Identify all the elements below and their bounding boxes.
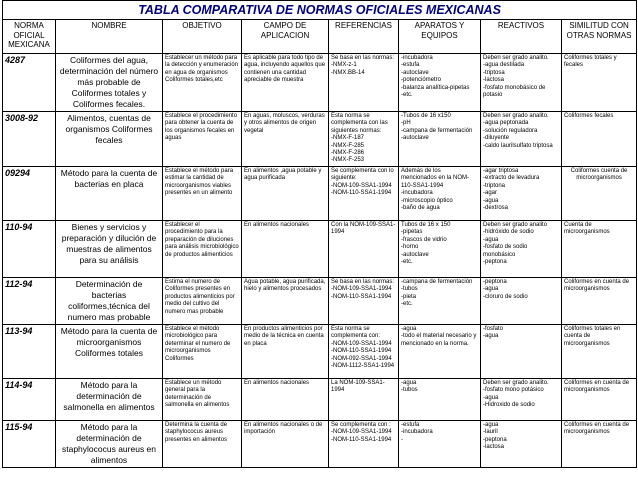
header-similitud: SIMILITUD CON OTRAS NORMAS xyxy=(562,20,637,54)
cell-campo: En productos alimenticios por medio de la técnica en cuenta en placa xyxy=(242,325,329,379)
cell-referencias: Se complementa con : -NOM-109-SSA1-1994 -NOM-110-SSA1-1994 xyxy=(329,421,399,468)
cell-objetivo: Establecer el procedimiento para la preparación de diluciones para análisis microbiológico de productos alimenticios xyxy=(163,221,242,278)
cell-similitud: Coliformes en cuenta de microorganismos xyxy=(562,379,637,421)
cell-campo: Es aplicable para todo tipo de agua, incluyendo aquellos que contienen una cantidad apreciable de muestra xyxy=(242,54,329,112)
table-row xyxy=(3,278,637,325)
cell-norma: 110-94 xyxy=(3,221,56,278)
cell-objetivo: Estima el numero de Coliformes presentes en productos alimenticios por medio del cultivo del numero mas probable xyxy=(163,278,242,325)
cell-objetivo: Establece un método general para la determinación de salmonella en alimentos xyxy=(163,379,242,421)
cell-objetivo: Establece el método para estimar la cantidad de microorganismos viables presentes en un alimento xyxy=(163,167,242,221)
cell-objetivo: Establece el procedimiento para obtener la cuenta de los organismos fecales en aguas xyxy=(163,112,242,167)
cell-aparatos: -agua -tubos xyxy=(399,379,481,421)
header-norma: NORMA OFICIAL MEXICANA xyxy=(3,20,56,54)
cell-aparatos: Tubos de 16 x 150 -pipetas -frascos de vidrio -horno -autoclave -etc. xyxy=(399,221,481,278)
cell-campo: En alimentos nacionales xyxy=(242,221,329,278)
cell-referencias: La NOM-109-SSA1-1994 xyxy=(329,379,399,421)
cell-norma: 4287 xyxy=(3,54,56,112)
cell-objetivo: Establece el método microbiológico para determinar el numero de microorganismos Coliformes xyxy=(163,325,242,379)
cell-nombre: Bienes y servicios y preparación y dilución de muestras de alimentos para su análisis xyxy=(56,221,163,278)
cell-similitud: Cuenta de microorganismos xyxy=(562,221,637,278)
cell-similitud: Coliformes en cuenta de microorganismos xyxy=(562,421,637,468)
cell-nombre: Alimentos, cuentas de organismos Coliformes fecales xyxy=(56,112,163,167)
cell-norma: 112-94 xyxy=(3,278,56,325)
cell-reactivos: Deben ser grado analito. -fosfato mono potásico -agua -Hidroxido de sodio xyxy=(481,379,562,421)
cell-reactivos: -peptona -agua -cloruro de sodio xyxy=(481,278,562,325)
cell-referencias: Se complementa con lo siguiente: -NOM-109-SSA1-1994 -NOM-110-SSA1-1994 xyxy=(329,167,399,221)
header-campo: CAMPO DE APLICACION xyxy=(242,20,329,54)
cell-reactivos: -agua -lauril -peptona -lactosa xyxy=(481,421,562,468)
header-reactivos: REACTIVOS xyxy=(481,20,562,54)
cell-objetivo: Establecer un método para la detección y enumeración en agua de organismos Coliformes totales,etc xyxy=(163,54,242,112)
table-row xyxy=(3,167,637,221)
cell-nombre: Método para la cuenta de microorganismos Coliformes totales xyxy=(56,325,163,379)
cell-reactivos: Deben ser grado analito. -agua destilada -triptosa -lactosa -fosfato monobásico de potasio xyxy=(481,54,562,112)
cell-nombre: Método para la cuenta de bacterias en placa xyxy=(56,167,163,221)
cell-aparatos: -Tubos de 16 x150 -pH -campana de fermentación -autoclave xyxy=(399,112,481,167)
cell-aparatos: -campana de fermentación -tubos -pieta -etc. xyxy=(399,278,481,325)
cell-campo: En alimentos ,agua potable y agua purificada xyxy=(242,167,329,221)
table-row xyxy=(3,112,637,167)
cell-similitud: Coliformes totales y fecales xyxy=(562,54,637,112)
header-objetivo: OBJETIVO xyxy=(163,20,242,54)
cell-similitud: Coliformes fecales xyxy=(562,112,637,167)
table-row xyxy=(3,421,637,468)
cell-similitud: Coliformes en cuenta de microorganismos xyxy=(562,278,637,325)
cell-reactivos: -agar triptosa -extracto de levadura -triptona -agar -agua -dextrosa xyxy=(481,167,562,221)
table-row xyxy=(3,379,637,421)
cell-referencias: Se basa en las normas: -NMX-z-1 -NMX.BB-14 xyxy=(329,54,399,112)
cell-norma: 3008-92 xyxy=(3,112,56,167)
comparison-table xyxy=(2,0,637,468)
header-aparatos: APARATOS Y EQUIPOS xyxy=(399,20,481,54)
header-nombre: NOMBRE xyxy=(56,20,163,54)
cell-referencias: Con la NOM-109-SSA1-1994 xyxy=(329,221,399,278)
cell-aparatos: -agua -todo el material necesario y mencionado en la norma. xyxy=(399,325,481,379)
cell-referencias: Se basa en las normas: -NOM-109-SSA1-1994 -NOM-110-SSA1-1994 xyxy=(329,278,399,325)
cell-reactivos: Deben ser grado analito. -agua peptonada -solución reguladora -diluyente -caldo laurilsulfato triptosa xyxy=(481,112,562,167)
cell-campo: En alimentos nacionales xyxy=(242,379,329,421)
cell-reactivos: Deben ser grado analito -hidróxido de sodio -agua -fosfato de sodio monobásico -peptona xyxy=(481,221,562,278)
cell-aparatos: -estufa -incubadora - xyxy=(399,421,481,468)
cell-nombre: Método para la determinación de staphylococus aureus en alimentos xyxy=(56,421,163,468)
header-referencias: REFERENCIAS xyxy=(329,20,399,54)
cell-referencias: Esta norma se complementa con: -NOM-109-SSA1-1994 -NOM-110-SSA1-1994 -NOM-092-SSA1-1994 -NOM-1112-SSA1-1994 xyxy=(329,325,399,379)
cell-campo: En aguas, moluscos, verduras y otros alimentos de origen vegetal xyxy=(242,112,329,167)
table-title-cell xyxy=(3,1,637,20)
table-row xyxy=(3,325,637,379)
cell-objetivo: Determina la cuenta de staphylococus aureus presentes en alimentos xyxy=(163,421,242,468)
table-row xyxy=(3,221,637,278)
cell-similitud: Coliformes cuenta de microorganismos xyxy=(562,167,637,221)
cell-referencias: Esta norma se complementa con las siguientes normas: -NMX-F-187 -NMX-F-285 -NMX-F-286 -NMX-F-253 xyxy=(329,112,399,167)
cell-campo: Agua potable, agua purificada, hielo y alimentos procesados xyxy=(242,278,329,325)
cell-aparatos: -incubadora -estufa -autoclave -potenciómetro -balanza analítica-pipetas -etc. xyxy=(399,54,481,112)
cell-norma: 09294 xyxy=(3,167,56,221)
cell-nombre: Coliformes del agua, determinación del número más probable de Coliformes totales y Coliformes fecales. xyxy=(56,54,163,112)
table-title: TABLA COMPARATIVA DE NORMAS OFICIALES MEXICANAS xyxy=(138,3,501,17)
comparison-sheet xyxy=(2,0,636,468)
cell-nombre: Método para la determinación de salmonella en alimentos xyxy=(56,379,163,421)
table-row xyxy=(3,54,637,112)
cell-norma: 115-94 xyxy=(3,421,56,468)
cell-similitud: Coliformes totales en cuenta de microorganismos xyxy=(562,325,637,379)
cell-norma: 114-94 xyxy=(3,379,56,421)
cell-reactivos: -fosfato -agua xyxy=(481,325,562,379)
cell-aparatos: Además de los mencionados en la NOM-110-SSA1-1994 -incubadora -microscopio óptico -baño de agua xyxy=(399,167,481,221)
cell-campo: En alimentos nacionales o de importación xyxy=(242,421,329,468)
cell-norma: 113-94 xyxy=(3,325,56,379)
header-row xyxy=(3,20,637,54)
cell-nombre: Determinación de bacterias coliformes,técnica del numero mas probable xyxy=(56,278,163,325)
